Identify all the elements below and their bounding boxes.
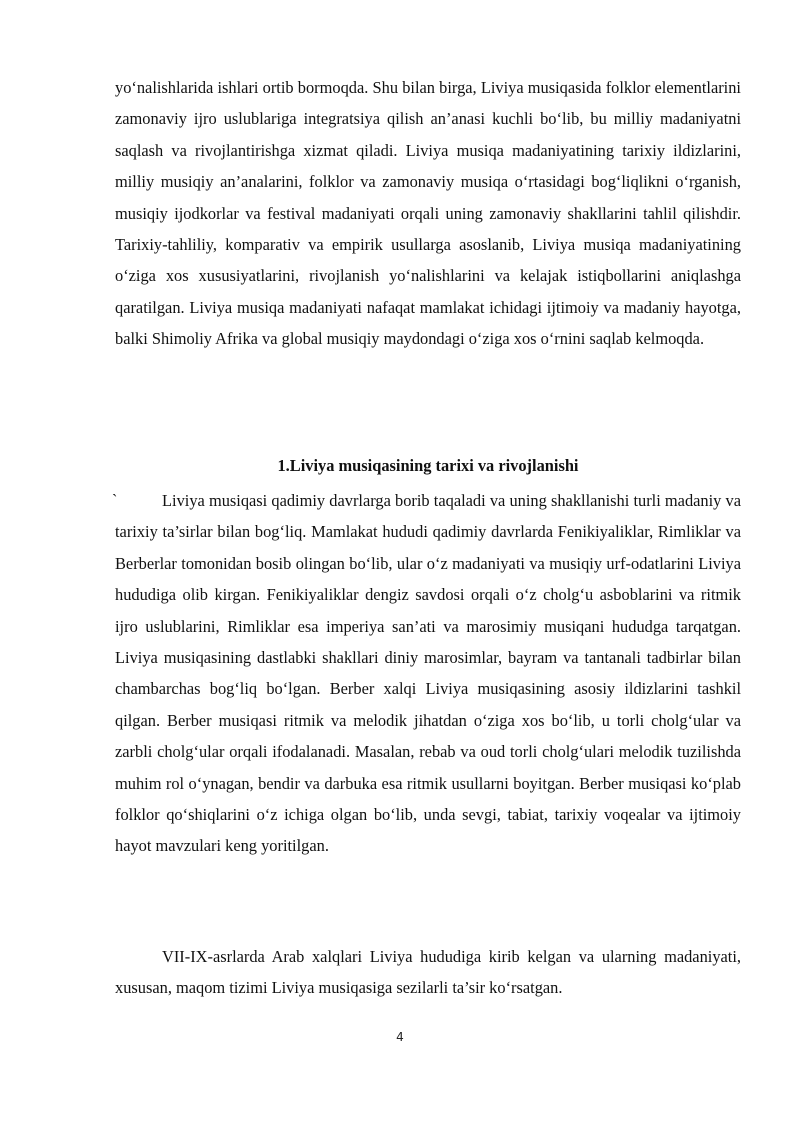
page-number: 4 — [396, 1030, 404, 1044]
stray-mark: ` — [112, 492, 118, 509]
body-paragraph: Liviya musiqasi qadimiy davrlarga borib taqaladi va uning shakllanishi turli madaniy va tarixiy ta’sirlar bilan bog‘liq. Mamlakat hududi qadimiy davrlarda Fenikiyaliklar, Rimliklar va Berberlar tomonidan bosib olingan bo‘lib, ular o‘z madaniyati va musiqiy urf-odatlarini Liviya hududiga olib kirgan. Fenikiyaliklar dengiz savdosi orqali o‘z cholg‘u asboblarini va ritmik ijro uslublarini, Rimliklar esa imperiya san’ati va marosimiy musiqani hududga tarqatgan. Liviya musiqasining dastlabki shakllari diniy marosimlar, bayram va tantanali tadbirlar bilan chambarchas bog‘liq bo‘lgan. Berber xalqi Liviya musiqasining asosiy ildizlarini tashkil qilgan. Berber musiqasi ritmik va melodik jihatdan o‘ziga xos bo‘lib, u torli cholg‘ular va zarbli cholg‘ular orqali ifodalanadi. Masalan, rebab va oud torli cholg‘ulari melodik tuzilishda muhim rol o‘ynagan, bendir va darbuka esa ritmik usullarni boyitgan. Berber musiqasi ko‘plab folklor qo‘shiqlarini o‘z ichiga olgan bo‘lib, unda sevgi, tabiat, tarixiy voqealar va ijtimoiy hayot mavzulari keng yoritilgan. — [115, 491, 741, 856]
section-heading: 1.Liviya musiqasining tarixi va rivojlanishi — [277, 456, 579, 475]
body-paragraph-2: VII-IX-asrlarda Arab xalqlari Liviya hududiga kirib kelgan va ularning madaniyati, xususan, maqom tizimi Liviya musiqasiga sezilarli ta’sir ko‘rsatgan. — [115, 947, 741, 998]
paragraph-1-container — [112, 485, 741, 862]
intro-paragraph: yo‘nalishlarida ishlari ortib bormoqda. Shu bilan birga, Liviya musiqasida folklor elementlarini zamonaviy ijro uslublariga integratsiya qilish an’anasi kuchli bo‘lib, bu milliy madaniyatni saqlash va rivojlantirishga xizmat qiladi. Liviya musiqa madaniyatining tarixiy ildizlarini, milliy musiqiy an’analarini, folklor va zamonaviy musiqa o‘rtasidagi bog‘liqlikni o‘rganish, musiqiy ijodkorlar va festival madaniyati orqali uning zamonaviy shakllarini tahlil qilishdir. Tarixiy-tahliliy, komparativ va empirik usullarga asoslanib, Liviya musiqa madaniyatining o‘ziga xos xususiyatlarini, rivojlanish yo‘nalishlarini va kelajak istiqbollarini aniqlashga qaratilgan. Liviya musiqa madaniyati nafaqat mamlakat ichidagi ijtimoiy va madaniy hayotga, balki Shimoliy Afrika va global musiqiy maydondagi o‘ziga xos o‘rnini saqlab kelmoqda. — [115, 78, 741, 349]
